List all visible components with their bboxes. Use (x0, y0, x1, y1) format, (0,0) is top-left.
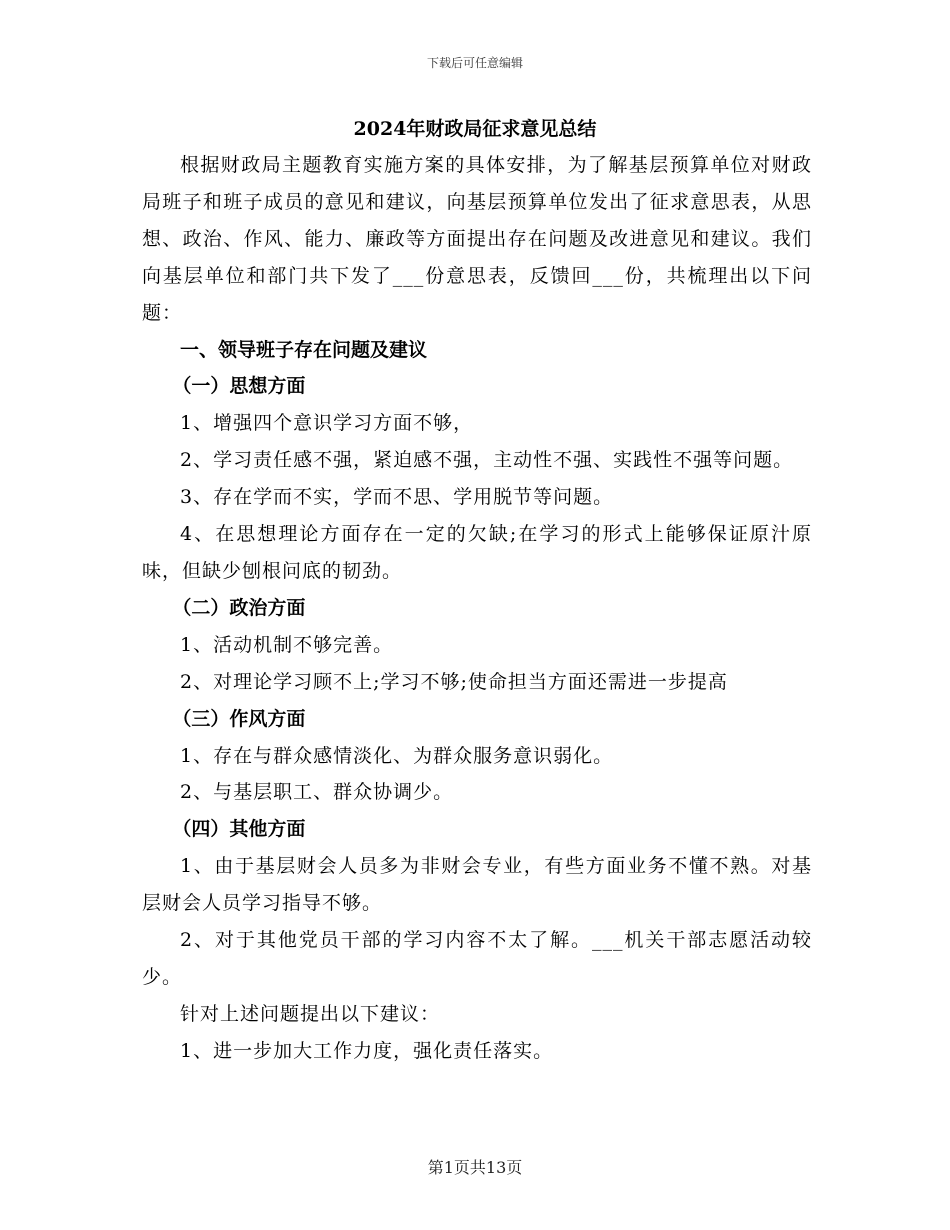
list-item: 2、学习责任感不强，紧迫感不强，主动性不强、实践性不强等问题。 (180, 449, 794, 472)
list-item: 1、进一步加大工作力度，强化责任落实。 (180, 1039, 554, 1062)
list-item: 4、在思想理论方面存在一定的欠缺;在学习的形式上能够保证原汁原味，但缺少刨根问底的韧劲。 (142, 523, 812, 582)
list-item: 2、对于其他党员干部的学习内容不太了解。___机关干部志愿活动较少。 (142, 929, 812, 988)
header-note: 下载后可任意编辑 (426, 56, 523, 70)
section-heading-leadership: 一、领导班子存在问题及建议 (180, 338, 428, 361)
list-item: 1、增强四个意识学习方面不够， (180, 412, 474, 435)
document-title: 2024年财政局征求意见总结 (353, 118, 597, 140)
subheading-thought: （一）思想方面 (172, 375, 306, 398)
subheading-politics: （二）政治方面 (172, 596, 306, 619)
list-item: 3、存在学而不实，学而不思、学用脱节等问题。 (180, 486, 614, 509)
document-body (142, 147, 812, 1070)
list-item: 2、对理论学习顾不上;学习不够;使命担当方面还需进一步提高 (180, 670, 728, 693)
list-item: 1、活动机制不够完善。 (180, 633, 394, 656)
subheading-style: （三）作风方面 (172, 707, 306, 730)
list-item: 1、存在与群众感情淡化、为群众服务意识弱化。 (180, 744, 614, 767)
list-item: 1、由于基层财会人员多为非财会专业，有些方面业务不懂不熟。对基层财会人员学习指导不够。 (142, 855, 812, 915)
page-number: 第1页共13页 (427, 1158, 523, 1177)
list-item: 2、与基层职工、群众协调少。 (180, 781, 454, 804)
suggestions-intro: 针对上述问题提出以下建议： (180, 1002, 441, 1025)
intro-paragraph: 根据财政局主题教育实施方案的具体安排，为了解基层预算单位对财政局班子和班子成员的意见和建议，向基层预算单位发出了征求意思表，从思想、政治、作风、能力、廉政等方面提出存在问题及改进意见和建议。我们向基层单位和部门共下发了___份意思表，反馈回___份，共梳理出以下问题： (142, 154, 812, 324)
subheading-other: （四）其他方面 (172, 818, 306, 841)
